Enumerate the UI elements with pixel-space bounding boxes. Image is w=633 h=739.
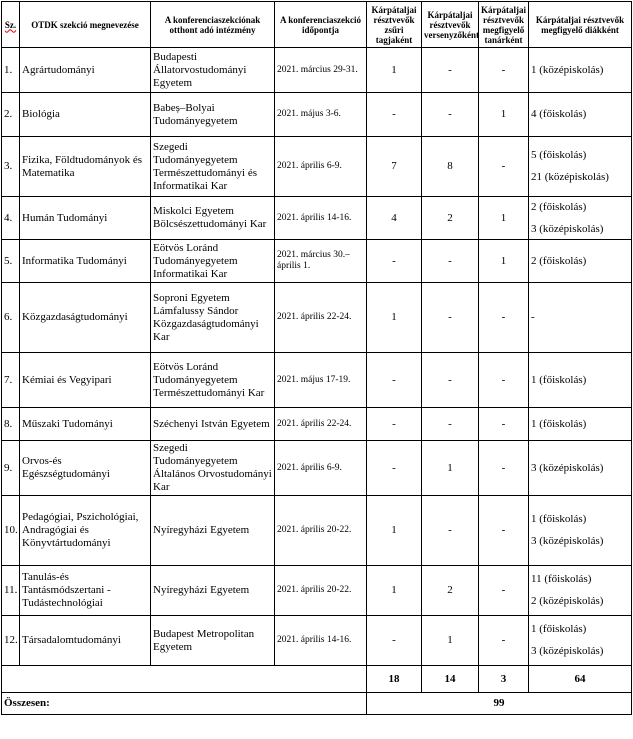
jury-count: -: [367, 408, 422, 441]
host-institution: Nyíregyházi Egyetem: [151, 566, 275, 616]
student-observer-entry: 4 (főiskolás): [531, 108, 587, 120]
section-name: Műszaki Tudományi: [20, 408, 151, 441]
section-name: Fizika, Földtudományok és Matematika: [20, 137, 151, 197]
table-row: [2, 197, 632, 240]
table-row: [2, 566, 632, 616]
competitor-count: 8: [422, 137, 479, 197]
jury-count: 1: [367, 496, 422, 566]
sum-students: 64: [529, 666, 632, 693]
competitor-count: -: [422, 353, 479, 408]
header-no: Sz.: [2, 2, 20, 48]
host-institution: Soproni Egyetem Lámfalussy Sándor Közgazdaságtudományi Kar: [151, 283, 275, 353]
teacher-count: -: [479, 441, 529, 496]
table-row: [2, 137, 632, 197]
student-observers: [529, 441, 632, 496]
student-observer-entry: 2 (főiskolás): [531, 200, 587, 213]
competitor-count: 2: [422, 197, 479, 240]
student-observers: [529, 566, 632, 616]
teacher-count: -: [479, 137, 529, 197]
table-row: [2, 283, 632, 353]
student-observers: [529, 93, 632, 137]
student-observer-entry: 21 (középiskolás): [531, 171, 609, 183]
student-observer-entry: 1 (főiskolás): [531, 417, 587, 430]
row-number: 2.: [2, 93, 20, 137]
student-observers: [529, 240, 632, 283]
section-name: Informatika Tudományi: [20, 240, 151, 283]
jury-count: 4: [367, 197, 422, 240]
section-date: 2021. április 22-24.: [275, 408, 367, 441]
student-observers: [529, 353, 632, 408]
header-students: Kárpátaljai résztvevők megfigyelő diákként: [529, 2, 632, 48]
host-institution: Babeș–Bolyai Tudományegyetem: [151, 93, 275, 137]
total-row: [2, 693, 632, 715]
header-institution: A konferenciaszekciónak otthont adó intézmény: [151, 2, 275, 48]
header-section: OTDK szekció megnevezése: [20, 2, 151, 48]
table-row: [2, 496, 632, 566]
table-row: [2, 353, 632, 408]
competitor-count: -: [422, 408, 479, 441]
section-date: 2021. március 29-31.: [275, 48, 367, 93]
jury-count: -: [367, 240, 422, 283]
section-name: Tanulás-és Tantásmódszertani - Tudástechnológiai: [20, 566, 151, 616]
section-name: Közgazdaságtudományi: [20, 283, 151, 353]
teacher-count: -: [479, 408, 529, 441]
student-observers: [529, 496, 632, 566]
teacher-count: -: [479, 353, 529, 408]
table-row: [2, 240, 632, 283]
jury-count: -: [367, 616, 422, 666]
student-observer-entry: 3 (középiskolás): [531, 461, 604, 474]
section-date: 2021. május 17-19.: [275, 353, 367, 408]
competitor-count: -: [422, 93, 479, 137]
section-date: 2021. április 20-22.: [275, 496, 367, 566]
student-observer-entry: 3 (középiskolás): [531, 535, 604, 547]
host-institution: Eötvös Loránd Tudományegyetem Informatikai Kar: [151, 240, 275, 283]
host-institution: Széchenyi István Egyetem: [151, 408, 275, 441]
header-row: [2, 2, 632, 48]
student-observer-entry: 2 (középiskolás): [531, 595, 604, 607]
row-number: 7.: [2, 353, 20, 408]
student-observer-entry: 1 (középiskolás): [531, 63, 604, 76]
competitor-count: 1: [422, 441, 479, 496]
row-number: 1.: [2, 48, 20, 93]
competitor-count: -: [422, 240, 479, 283]
section-date: 2021. április 14-16.: [275, 197, 367, 240]
row-number: 11.: [2, 566, 20, 616]
host-institution: Eötvös Loránd Tudományegyetem Természettudományi Kar: [151, 353, 275, 408]
section-name: Biológia: [20, 93, 151, 137]
sum-competitors: 14: [422, 666, 479, 693]
teacher-count: -: [479, 616, 529, 666]
sum-jury: 18: [367, 666, 422, 693]
teacher-count: 1: [479, 93, 529, 137]
student-observer-entry: -: [531, 311, 535, 323]
host-institution: Budapesti Állatorvostudományi Egyetem: [151, 48, 275, 93]
header-competitors: Kárpátaljai résztvevők versenyzőként: [422, 2, 479, 48]
competitor-count: -: [422, 48, 479, 93]
section-name: Társadalomtudományi: [20, 616, 151, 666]
section-date: 2021. május 3-6.: [275, 93, 367, 137]
section-name: Pedagógiai, Pszichológiai, Andragógiai és Könyvtártudományi: [20, 496, 151, 566]
section-name: Agrártudományi: [20, 48, 151, 93]
host-institution: Szegedi Tudományegyetem Természettudományi és Informatikai Kar: [151, 137, 275, 197]
total-label: Összesen:: [2, 693, 367, 715]
section-name: Orvos-és Egészségtudományi: [20, 441, 151, 496]
section-date: 2021. április 6-9.: [275, 137, 367, 197]
teacher-count: -: [479, 48, 529, 93]
competitor-count: -: [422, 496, 479, 566]
table-row: [2, 48, 632, 93]
jury-count: 1: [367, 48, 422, 93]
jury-count: -: [367, 93, 422, 137]
row-number: 12.: [2, 616, 20, 666]
jury-count: -: [367, 441, 422, 496]
teacher-count: 1: [479, 240, 529, 283]
section-date: 2021. április 20-22.: [275, 566, 367, 616]
competitor-count: -: [422, 283, 479, 353]
student-observer-entry: 5 (főiskolás): [531, 149, 587, 161]
jury-count: -: [367, 353, 422, 408]
header-jury: Kárpátaljai résztvevők zsűri tagjaként: [367, 2, 422, 48]
student-observers: [529, 283, 632, 353]
row-number: 8.: [2, 408, 20, 441]
header-date: A konferenciaszekció időpontja: [275, 2, 367, 48]
section-date: 2021. április 14-16.: [275, 616, 367, 666]
student-observers: [529, 137, 632, 197]
sum-teachers: 3: [479, 666, 529, 693]
host-institution: Budapest Metropolitan Egyetem: [151, 616, 275, 666]
jury-count: 1: [367, 566, 422, 616]
row-number: 4.: [2, 197, 20, 240]
student-observer-entry: 1 (főiskolás): [531, 513, 587, 525]
sum-label-cell: [2, 666, 367, 693]
table-row: [2, 93, 632, 137]
student-observer-entry: 3 (középiskolás): [531, 222, 604, 235]
row-number: 5.: [2, 240, 20, 283]
sum-row: [2, 666, 632, 693]
teacher-count: -: [479, 283, 529, 353]
competitor-count: 2: [422, 566, 479, 616]
student-observers: [529, 48, 632, 93]
host-institution: Nyíregyházi Egyetem: [151, 496, 275, 566]
row-number: 3.: [2, 137, 20, 197]
section-name: Kémiai és Vegyipari: [20, 353, 151, 408]
row-number: 10.: [2, 496, 20, 566]
table-body: [2, 48, 632, 666]
student-observer-entry: 3 (középiskolás): [531, 645, 604, 657]
student-observer-entry: 2 (főiskolás): [531, 254, 587, 267]
student-observer-entry: 1 (főiskolás): [531, 623, 587, 635]
section-date: 2021. március 30.– április 1.: [275, 240, 367, 283]
student-observers: [529, 616, 632, 666]
student-observers: [529, 408, 632, 441]
host-institution: Szegedi Tudományegyetem Általános Orvostudományi Kar: [151, 441, 275, 496]
student-observer-entry: 11 (főiskolás): [531, 573, 592, 585]
section-date: 2021. április 22-24.: [275, 283, 367, 353]
total-value: 99: [367, 693, 632, 715]
header-teachers: Kárpátaljai résztvevők megfigyelő tanárként: [479, 2, 529, 48]
table-row: [2, 408, 632, 441]
jury-count: 1: [367, 283, 422, 353]
teacher-count: -: [479, 566, 529, 616]
section-name: Humán Tudományi: [20, 197, 151, 240]
section-date: 2021. április 6-9.: [275, 441, 367, 496]
competitor-count: 1: [422, 616, 479, 666]
student-observers: [529, 197, 632, 240]
student-observer-entry: 1 (főiskolás): [531, 373, 587, 386]
teacher-count: -: [479, 496, 529, 566]
row-number: 6.: [2, 283, 20, 353]
table-row: [2, 441, 632, 496]
host-institution: Miskolci Egyetem Bölcsészettudományi Kar: [151, 197, 275, 240]
table-row: [2, 616, 632, 666]
otdk-table: [1, 1, 632, 715]
jury-count: 7: [367, 137, 422, 197]
teacher-count: 1: [479, 197, 529, 240]
row-number: 9.: [2, 441, 20, 496]
